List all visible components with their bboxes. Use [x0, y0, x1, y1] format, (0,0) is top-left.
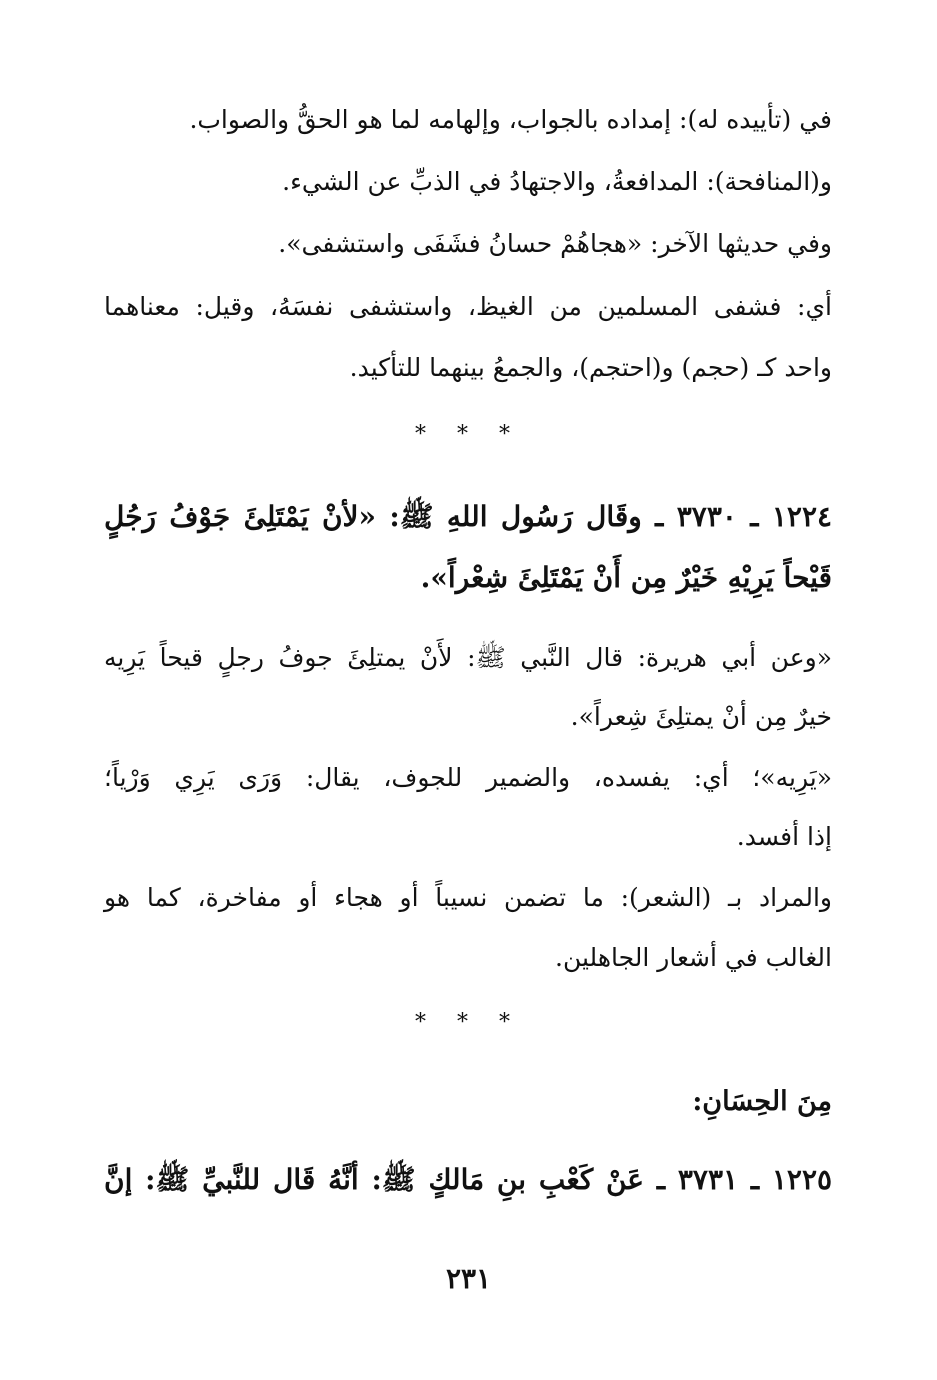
- commentary-abu-hurayra-line-1: [104, 641, 832, 675]
- commentary-shir-line-2: [104, 941, 832, 975]
- text-line: في (تأييده له): إمداده بالجواب، وإلهامه لما هو الحقُّ والصواب.: [189, 105, 832, 134]
- section-separator: * * *: [415, 422, 522, 447]
- text-line: و(المنافحة): المدافعةُ، والاجتهادُ في الذبِّ عن الشيء.: [282, 167, 832, 196]
- text-line: «يَرِيه»؛ أي: يفسده، والضمير للجوف، يقال: وَرَى يَرِي وَرْياً؛: [104, 763, 832, 792]
- hadith-text: ١٢٢٥ ـ ٣٧٣١ ـ عَنْ كَعْبِ بنِ مَالكٍ ﷺ: أنَّهُ قَال للنَّبيِّ ﷺ: إنَّ: [104, 1163, 833, 1196]
- text-line: إذا أفسد.: [736, 822, 832, 851]
- text-line: واحد كـ (حجم) و(احتجم)، والجمعُ بينهما للتأكيد.: [349, 353, 832, 382]
- hadith-1225-line-1: [104, 1160, 832, 1200]
- text-line: أي: فشفى المسلمين من الغيظ، واستشفى نفسَهُ، وقيل: معناهما: [104, 292, 832, 321]
- section-heading: مِنَ الحِسَانِ:: [692, 1086, 832, 1117]
- commentary-abu-hurayra-line-2: [104, 700, 832, 734]
- hadith-1224-line-2: [104, 558, 832, 598]
- text-line: خيرٌ مِن أنْ يمتلِئَ شِعراً».: [570, 702, 832, 731]
- paragraph-taeed: [104, 103, 832, 137]
- hadith-1224-line-1: [104, 497, 832, 537]
- commentary-yarihi-line-2: [104, 820, 832, 854]
- text-line: الغالب في أشعار الجاهلين.: [555, 943, 832, 972]
- paragraph-other-hadith: [104, 227, 832, 261]
- paragraph-explanation-line-2: [104, 351, 832, 385]
- text-line: وفي حديثها الآخر: «هجاهُمْ حسانُ فشَفَى واستشفى».: [278, 229, 832, 258]
- hadith-text: ١٢٢٤ ـ ٣٧٣٠ ـ وقَال رَسُول اللهِ ﷺ: «لأنْ يَمْتَلِئَ جَوْفُ رَجُلٍ: [104, 500, 833, 533]
- hadith-text: قَيْحاً يَرِيْهِ خَيْرٌ مِن أَنْ يَمْتَلِئَ شِعْراً».: [420, 561, 832, 594]
- commentary-shir-line-1: [104, 881, 832, 915]
- commentary-yarihi-line-1: [104, 761, 832, 795]
- paragraph-explanation-line-1: [104, 290, 832, 324]
- page-number: ٢٣١: [445, 1262, 492, 1295]
- text-line: والمراد بـ (الشعر): ما تضمن نسيباً أو هجاء أو مفاخرة، كما هو: [104, 883, 832, 912]
- section-separator: * * *: [415, 1010, 522, 1035]
- paragraph-munafaha: [104, 165, 832, 199]
- text-line: «وعن أبي هريرة: قال النَّبي ﷺ: لأَنْ يمتلِئَ جوفُ رجلٍ قيحاً يَرِيه: [104, 643, 832, 672]
